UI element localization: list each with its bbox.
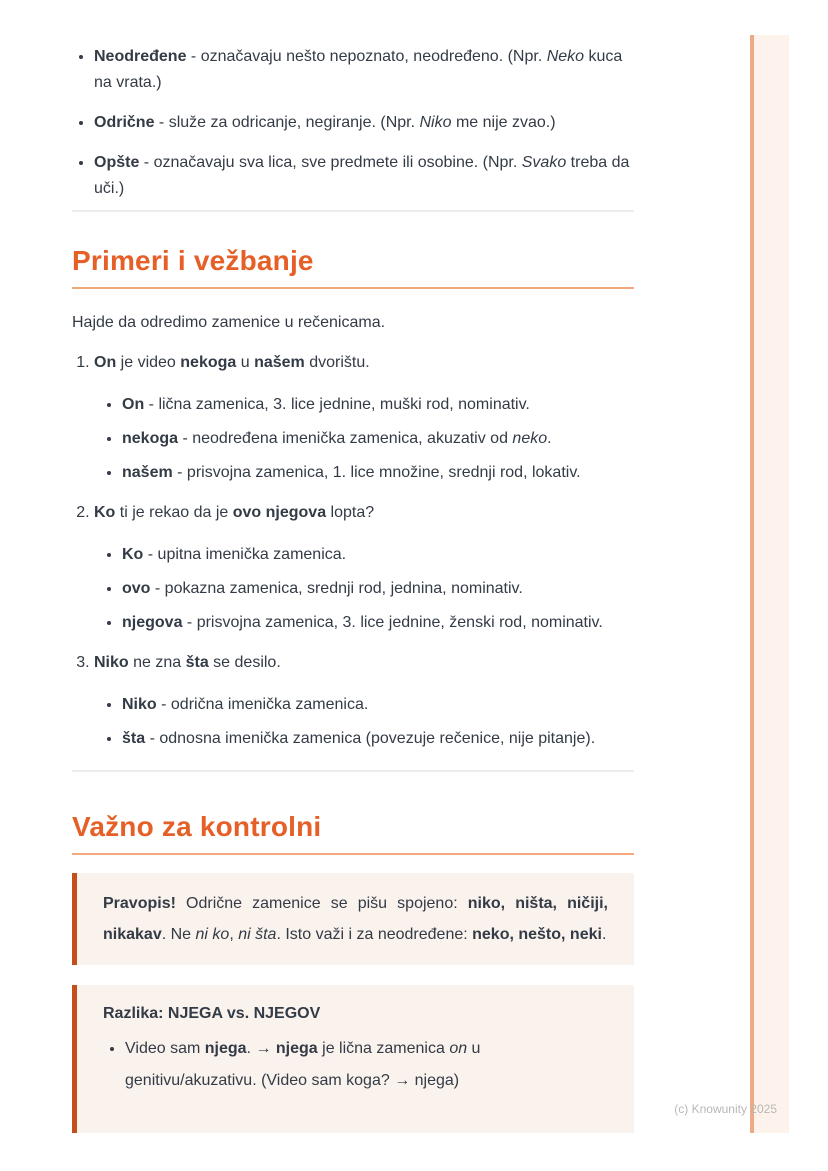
intro-list bbox=[72, 44, 634, 202]
text-segment: Pravopis! bbox=[103, 895, 176, 912]
text-segment: , bbox=[229, 926, 239, 943]
text-segment: našem bbox=[254, 354, 305, 371]
heading-rule-1 bbox=[72, 287, 634, 289]
text-segment: On bbox=[122, 396, 145, 413]
exercise-analysis-list bbox=[94, 542, 634, 636]
text-segment: ne zna bbox=[128, 654, 186, 671]
text-segment: neko, nešto, neki bbox=[472, 926, 602, 943]
text-segment: se desilo. bbox=[208, 654, 281, 671]
text-segment: Ko bbox=[94, 504, 116, 521]
text-segment: Video sam bbox=[125, 1040, 205, 1057]
text-segment: niko, ništa, ničiji, nikakav bbox=[103, 895, 608, 943]
text-segment: nekoga bbox=[122, 430, 179, 447]
analysis-item bbox=[122, 726, 634, 752]
text-segment: Niko bbox=[419, 114, 452, 131]
text-segment: kuca na vrata.) bbox=[94, 48, 623, 91]
text-segment: me nije zvao.) bbox=[451, 114, 556, 131]
text-segment: ni šta bbox=[238, 926, 277, 943]
text-segment: - služe za odricanje, negiranje. (Npr. bbox=[154, 114, 420, 131]
text-segment: je lična zamenica bbox=[317, 1040, 450, 1057]
decorative-right-stripe bbox=[750, 35, 789, 1133]
analysis-item bbox=[122, 576, 634, 602]
analysis-item bbox=[122, 692, 634, 718]
text-segment: - pokazna zamenica, srednji rod, jednina, nominativ. bbox=[150, 580, 523, 597]
text-segment: njega bbox=[204, 1040, 247, 1057]
text-segment: - odrična imenička zamenica. bbox=[156, 696, 369, 713]
text-segment: . Ne bbox=[161, 926, 196, 943]
text-segment: našem bbox=[122, 464, 173, 481]
text-segment: šta bbox=[122, 730, 146, 747]
text-segment: šta bbox=[185, 654, 209, 671]
razlika-list bbox=[103, 1033, 608, 1097]
text-segment: u bbox=[467, 1040, 481, 1057]
analysis-item bbox=[122, 542, 634, 568]
text-segment: ni ko bbox=[195, 926, 230, 943]
exercise-analysis-list bbox=[94, 392, 634, 486]
content-column bbox=[72, 0, 634, 1133]
text-segment: Opšte bbox=[94, 154, 140, 171]
text-segment: - neodređena imenička zamenica, akuzativ od bbox=[178, 430, 513, 447]
intro-list-item bbox=[94, 44, 634, 96]
exercise-sentence bbox=[94, 350, 634, 376]
heading-rule-2 bbox=[72, 853, 634, 855]
text-segment: - lična zamenica, 3. lice jednine, muški rod, nominativ. bbox=[144, 396, 530, 413]
copyright-text: (c) Knowunity 2025 bbox=[674, 1102, 777, 1116]
callout-razlika bbox=[72, 985, 634, 1133]
text-segment: Odrične zamenice se pišu spojeno: bbox=[175, 895, 468, 912]
text-segment: Niko bbox=[122, 696, 157, 713]
text-segment: . Isto važi i za neodređene: bbox=[276, 926, 473, 943]
exercise-item bbox=[94, 350, 634, 486]
section-title-vazno: Važno za kontrolni bbox=[72, 811, 322, 842]
text-segment: - upitna imenička zamenica. bbox=[143, 546, 347, 563]
text-segment: . → bbox=[246, 1040, 276, 1057]
text-segment: ti je rekao da je bbox=[115, 504, 233, 521]
text-segment: - označavaju nešto nepoznato, neodređeno. (Npr. bbox=[186, 48, 547, 65]
section-divider-2 bbox=[72, 770, 634, 772]
exercise-item bbox=[94, 500, 634, 636]
text-segment: on bbox=[449, 1040, 468, 1057]
text-segment: njega bbox=[275, 1040, 318, 1057]
section-divider-1 bbox=[72, 210, 634, 212]
text-segment: Neodređene bbox=[94, 48, 187, 65]
text-segment: - prisvojna zamenica, 3. lice jednine, ženski rod, nominativ. bbox=[182, 614, 603, 631]
text-segment: On bbox=[94, 354, 117, 371]
text-segment: . bbox=[547, 430, 552, 447]
text-segment: - prisvojna zamenica, 1. lice množine, srednji rod, lokativ. bbox=[172, 464, 581, 481]
exercise-sentence bbox=[94, 500, 634, 526]
exercise-analysis-list bbox=[94, 692, 634, 752]
text-segment: nekoga bbox=[180, 354, 237, 371]
intro-list-item bbox=[94, 150, 634, 202]
exercise-item bbox=[94, 650, 634, 752]
lead-paragraph: Hajde da odredimo zamenice u rečenicama. bbox=[72, 314, 386, 331]
text-segment: ovo bbox=[122, 580, 151, 597]
exercise-sentence bbox=[94, 650, 634, 676]
intro-list-item bbox=[94, 110, 634, 136]
analysis-item bbox=[122, 460, 634, 486]
text-segment: genitivu/akuzativu. (Video sam koga? → njega) bbox=[125, 1072, 460, 1089]
text-segment: ovo njegova bbox=[232, 504, 327, 521]
text-segment: Ko bbox=[122, 546, 144, 563]
razlika-title: Razlika: NJEGA vs. NJEGOV bbox=[103, 1005, 321, 1022]
section-title-primeri: Primeri i vežbanje bbox=[72, 245, 314, 276]
text-segment: u bbox=[236, 354, 255, 371]
text-segment: lopta? bbox=[326, 504, 375, 521]
text-segment: - označavaju sva lica, sve predmete ili osobine. (Npr. bbox=[139, 154, 522, 171]
analysis-item bbox=[122, 610, 634, 636]
text-segment: je video bbox=[116, 354, 181, 371]
text-segment: neko bbox=[512, 430, 548, 447]
text-segment: Neko bbox=[546, 48, 585, 65]
text-segment: . bbox=[601, 926, 607, 943]
callout-pravopis bbox=[72, 873, 634, 965]
text-segment: Odrične bbox=[94, 114, 155, 131]
pravopis-text bbox=[103, 888, 608, 950]
text-segment: treba da uči.) bbox=[94, 154, 630, 197]
text-segment: dvorištu. bbox=[304, 354, 370, 371]
text-segment: njegova bbox=[122, 614, 183, 631]
text-segment: Svako bbox=[521, 154, 567, 171]
razlika-bullet bbox=[125, 1033, 608, 1097]
text-segment: Niko bbox=[94, 654, 129, 671]
analysis-item bbox=[122, 392, 634, 418]
analysis-item bbox=[122, 426, 634, 452]
text-segment: - odnosna imenička zamenica (povezuje rečenice, nije pitanje). bbox=[145, 730, 596, 747]
exercise-list bbox=[72, 350, 634, 752]
